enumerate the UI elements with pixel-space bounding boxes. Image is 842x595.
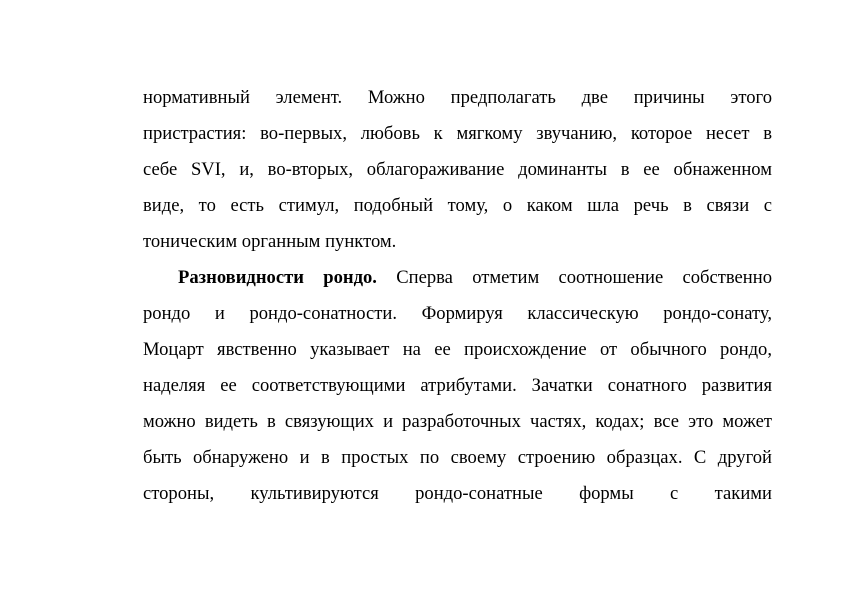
text-line-1: нормативный элемент. Можно предполагать две причины этого xyxy=(143,87,772,108)
text-line-2: пристрастия: во-первых, любовь к мягкому звучанию, которое несет в xyxy=(143,123,772,144)
text-line-8: Моцарт явственно указывает на ее происхождение от обычного рондо, xyxy=(143,339,772,360)
text-line-12: стороны, культивируются рондо-сонатные формы с такими xyxy=(143,483,772,504)
text-line-4: виде, то есть стимул, подобный тому, о каком шла речь в связи с xyxy=(143,195,772,216)
text-line-7: рондо и рондо-сонатности. Формируя классическую рондо-сонату, xyxy=(143,303,772,324)
section-heading: Разновидности рондо. xyxy=(178,267,377,288)
heading-continuation: Сперва отметим соотношение собственно xyxy=(396,267,772,288)
paragraph-heading-line xyxy=(178,266,772,290)
text-line-3: себе SVI, и, во-вторых, облагораживание доминанты в ее обнаженном xyxy=(143,159,772,180)
text-line-9: наделяя ее соответствующими атрибутами. Зачатки сонатного развития xyxy=(143,375,772,396)
text-line-10: можно видеть в связующих и разработочных частях, кодах; все это может xyxy=(143,411,772,432)
text-line-5: тоническим органным пунктом. xyxy=(143,231,397,252)
text-line-11: быть обнаружено и в простых по своему строению образцах. С другой xyxy=(143,447,772,468)
